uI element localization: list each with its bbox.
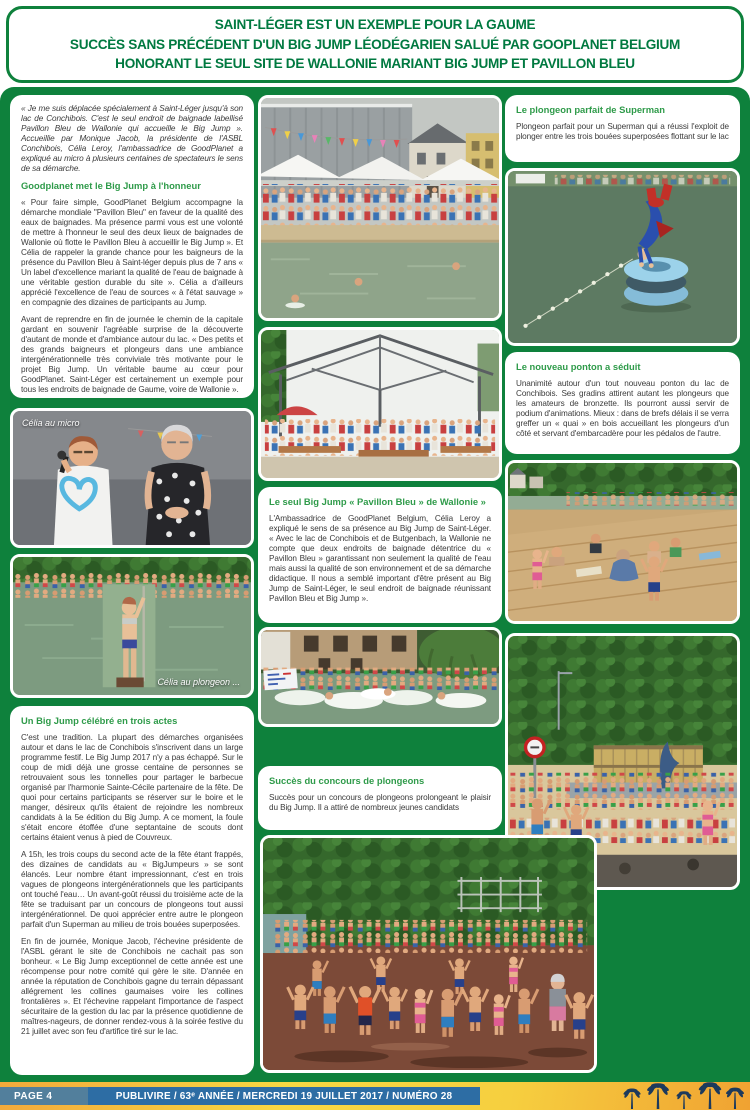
article-pavillon-bleu-box — [258, 487, 502, 623]
splash-crowd-photo-image — [261, 630, 499, 724]
concours-paragraph: Succès pour un concours de plongeons prolongeant le plaisir du Big Jump. Il a attiré de nombreux jeunes candidats — [269, 793, 491, 812]
group-candidates-photo-image — [263, 838, 594, 1070]
section-heading-concours: Succès du concours de plongeons — [269, 775, 425, 786]
photo-superman-dive — [505, 168, 740, 346]
photo-caption-celia-micro: Célia au micro — [22, 418, 80, 428]
photo-caption-celia-plongeon: Célia au plongeon ... — [157, 677, 240, 687]
palm-trees-icon — [618, 1082, 748, 1110]
section-heading-superman: Le plongeon parfait de Superman — [516, 104, 665, 115]
article-intro-box — [10, 95, 254, 398]
page-headline-box — [6, 6, 744, 83]
photo-group-candidates — [260, 835, 597, 1073]
tent-interior-photo-image — [261, 330, 499, 478]
celia-micro-photo-image — [13, 411, 251, 545]
headline-line-1: SAINT-LÉGER EST UN EXEMPLE POUR LA GAUME — [214, 16, 536, 32]
photo-under-tent-tables — [258, 327, 502, 481]
photo-big-jump-splash — [258, 627, 502, 727]
goodplanet-paragraph-1: « Pour faire simple, GoodPlanet Belgium accompagne la démarche mondiale "Pavillon Bleu" en faveur de la qualité des eaux de baignades. Ma présence parmi vous est une volonté de mettre à l'honneur le seul des deux lieux de baignades de Wallonie où flotte le Pavillon Bleu à accueillir le Big Jump ». Et Célia de rappeler la grande chance pour les baigneurs de la présence du Pavillon Bleu à Saint-léger depuis plus de 7 ans « Un label d'excellence mariant la qualité de l'eau de baignade à une véritable gestion durable du site ». Célia a d'ailleurs apprécié l'excellence de l'eau de sources « à l'état sauvage » en compagnie des dizaines de participants au Jump. — [21, 198, 243, 307]
footer-journal-line: PUBLIVIRE / 63ᵉ ANNÉE / MERCREDI 19 JUILLET 2017 / NUMÉRO 28 — [88, 1087, 480, 1105]
section-heading-pavillon-bleu: Le seul Big Jump « Pavillon Bleu » de Wallonie » — [269, 496, 486, 507]
footer-page-number: PAGE 4 — [0, 1087, 88, 1105]
intro-paragraph: « Je me suis déplacée spécialement à Saint-Léger jusqu'à son lac de Conchibois. C'est le seul endroit de baignade labellisé Pavillon Bleu de Wallonie qui accueille le Big Jump ». Accueillie par Monique Jacob, la présidente de l'ASBL Conchibois, Célia Leroy, l'ambassadrice de GoodPlanet a expliqué au micro à plusieurs centaines de spectateurs le sens de sa démarche. — [21, 104, 243, 173]
photo-celia-au-micro — [10, 408, 254, 548]
article-concours-box — [258, 766, 502, 830]
headline-line-2: SUCCÈS SANS PRÉCÉDENT D'UN BIG JUMP LÉODÉGARIEN SALUÉ PAR GOOPLANET BELGIUM — [69, 36, 681, 52]
page-footer — [0, 1082, 750, 1110]
superman-paragraph: Plongeon parfait pour un Superman qui a réussi l'exploit de plonger entre les trois bouées superposées flottant sur le lac — [516, 122, 729, 141]
lakeside-tents-photo-image — [261, 98, 499, 318]
photo-lakeside-tents — [258, 95, 502, 321]
section-heading-ponton: Le nouveau ponton a séduit — [516, 361, 641, 372]
photo-ponton-deck — [505, 460, 740, 624]
trois-actes-paragraph-1: C'est une tradition. La plupart des démarches organisées autour et dans le lac de Conchibois s'inscrivent dans un large programme festif. Le Big Jump 2017 n'y a pas échappé. Sur le coup de midi déjà une grosse centaine de personnes se retrouvaient sous les tonnelles pour partager le barbecue organisé par l'harmonie Sainte-Cécile partenaire de la fête. De quoi pour certains participants se réserver sur le boire et le manger, désireux qu'ils étaient de rejoindre les nombreux candidats à la 5e édition du Big Jump. A ce moment, la foule s'était encore étoffée d'une septantaine de scouts dont certains étaient venus à pied de Couvreux. — [21, 733, 243, 842]
trois-actes-paragraph-2: A 15h, les trois coups du second acte de la fête étant frappés, des dizaines de candidats au « BigJumpeurs » se sont élancés. Leur nombre étant impressionnant, c'est en trois vagues de plongeons intergénérationnels que les participants ont touché l'eau… Un avant-goût réussi du troisième acte de la fête se traduisant par un concours de plongeons tout aussi intergénérationnel. De quoi apprécier entre autre le plongeon parfait d'un Superman au milieu de trois bouées superposées. — [21, 850, 244, 929]
celia-plongeon-photo-image — [13, 557, 251, 695]
section-heading-trois-actes: Un Big Jump célébré en trois actes — [21, 715, 178, 726]
trois-actes-paragraph-3: En fin de journée, Monique Jacob, l'échevine présidente de l'ASBL gérant le site de Conchibois ne cachait pas son bonheur. « Le Big Jump exceptionnel de cette année est une récompense pour notre comité qui gère le site. D'année en année la réputation de Conchibois gagne du terrain dépassant allégrement les collines gaumaises voire les collines frontalières ». Et l'échevine rappelant l'importance de l'aspect sécuritaire de la gestion du lac par la présence quotidienne de maîtres-nageurs, de donner rendez-vous à la soirée festive du 21 juillet avec son feu d'artifice tiré sur le lac. — [21, 937, 243, 1036]
headline-line-3: HONORANT LE SEUL SITE DE WALLONIE MARIANT BIG JUMP ET PAVILLON BLEU — [115, 56, 635, 72]
ponton-paragraph: Unanimité autour d'un tout nouveau ponton du lac de Conchibois. Ses gradins attirent autant les plongeurs que les amateurs de bronzette. Ils pourront aussi servir de podium d'animations. Mieux : dans de brefs délais il se verra greffer un « quai » en bois accueillant les plongeurs d'un côté et servant d'embarcadère pour les pédalos de l'autre. — [516, 379, 729, 438]
article-trois-actes-box — [10, 706, 254, 1075]
ponton-deck-photo-image — [508, 463, 737, 621]
article-ponton-box — [505, 352, 740, 454]
pavillon-bleu-paragraph: L'Ambassadrice de GoodPlanet Belgium, Célia Leroy a expliqué le sens de sa présence au Big Jump de Saint-Léger. « Avec le lac de Conchibois et de Butgenbach, la Wallonie ne compte que deux endroits de baignade détentrice du « Pavillon Bleu » garantissant non seulement la qualité de l'eau mais aussi la qualité de son environnement et de sa démarche didactique. Il nous a semblé important d'être présent au Big Jump de Saint-Léger, le seul endroit de baignade réunissant Pavillon Bleu et Big Jump ». — [269, 514, 491, 603]
goodplanet-paragraph-2: Avant de reprendre en fin de journée le chemin de la capitale gardant en souvenir l'agréable surprise de la découverte d'autant de monde et d'ambiance autour du lac. « Des petits et des grands baigneurs et plongeurs dans une ambiance intergénérationnelle très conviviale très motivante pour le projet Big Jump. Un véritable baume au cœur pour GoodPlanet. Saint-Léger est certainement un exemple pour tous les endroits de baignade de Gaume, voire de Wallonie ». — [21, 315, 243, 394]
photo-celia-au-plongeon — [10, 554, 254, 698]
section-heading-goodplanet: Goodplanet met le Big Jump à l'honneur — [21, 180, 201, 191]
superman-dive-photo-image — [508, 171, 737, 343]
article-superman-box — [505, 95, 740, 162]
